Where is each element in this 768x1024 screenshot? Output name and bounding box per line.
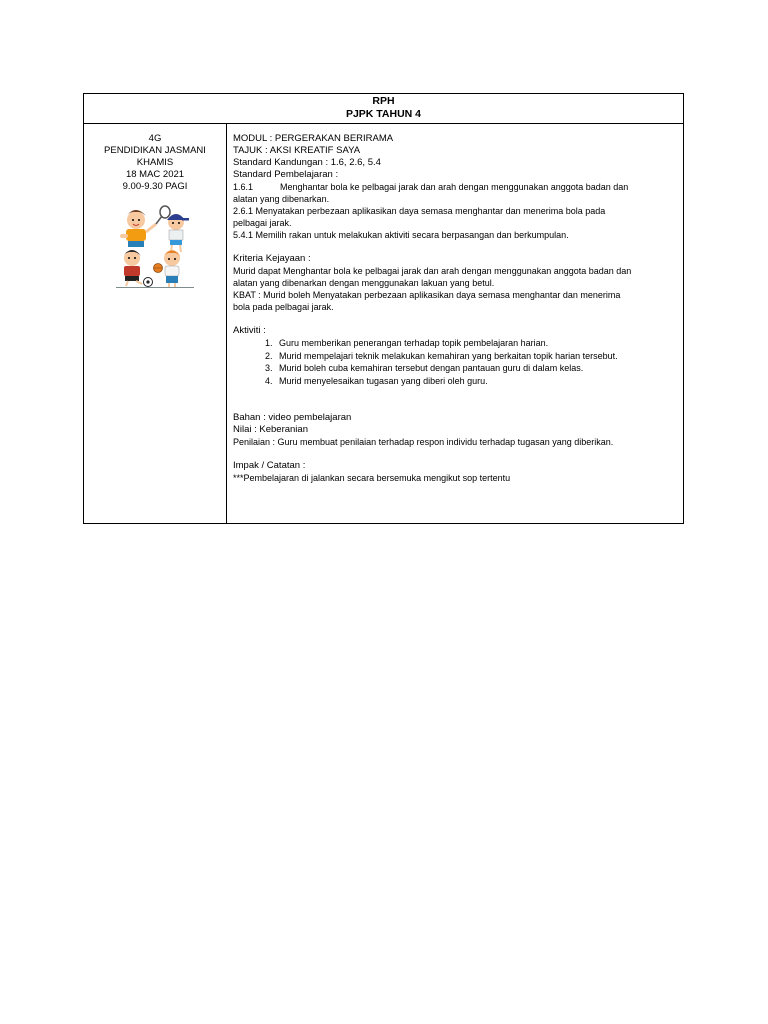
kid-racket-figure <box>120 206 170 247</box>
penilaian-line: Penilaian : Guru membuat penilaian terhadap respon individu terhadap tugasan yang diberikan. <box>233 436 614 447</box>
kbat-line-1: KBAT : Murid boleh Menyatakan perbezaan aplikasikan daya semasa menghantar dan menerima <box>233 290 621 300</box>
list-item: 2. Murid mempelajari teknik melakukan kemahiran yang berkaitan topik harian tersebut. <box>265 350 618 361</box>
sp1-line <box>233 181 677 193</box>
list-item: 3. Murid boleh cuba kemahiran tersebut dengan pantauan guru di dalam kelas. <box>265 363 584 374</box>
kriteria-label: Kriteria Kejayaan : <box>233 253 311 264</box>
doc-subtitle: PJPK TAHUN 4 <box>345 108 422 120</box>
kid-soccer-figure <box>123 250 153 287</box>
sp1-text: Menghantar bola ke pelbagai jarak dan arah dengan menggunakan anggota badan dan <box>280 182 629 192</box>
subject-name: PENDIDIKAN JASMANI <box>104 145 206 156</box>
kriteria-line-1: Murid dapat Menghantar bola ke pelbagai jarak dan arah dengan menggunakan anggota badan dan <box>233 266 632 276</box>
lesson-plan-table <box>83 93 684 524</box>
aktiviti-label: Aktiviti : <box>233 325 266 336</box>
list-item: 4. Murid menyelesaikan tugasan yang diberi oleh guru. <box>265 376 488 387</box>
doc-title: RPH <box>372 95 395 107</box>
kbat-line-2: bola pada pelbagai jarak. <box>233 302 334 312</box>
day-name: KHAMIS <box>136 157 174 168</box>
sp1-code: 1.6.1 <box>233 182 254 192</box>
class-name: 4G <box>148 133 162 144</box>
standard-pembelajaran-label: Standard Pembelajaran : <box>233 169 339 180</box>
impak-note: ***Pembelajaran di jalankan secara bersemuka mengikut sop tertentu <box>233 472 511 483</box>
standard-kandungan-line: Standard Kandungan : 1.6, 2.6, 5.4 <box>233 157 381 168</box>
content-row <box>84 124 683 523</box>
lesson-time: 9.00-9.30 PAGI <box>122 181 188 192</box>
kids-playing-sports-illustration <box>114 202 196 288</box>
nilai-line: Nilai : Keberanian <box>233 423 308 435</box>
kid-basketball-figure <box>154 250 182 287</box>
modul-line: MODUL : PERGERAKAN BERIRAMA <box>233 133 394 144</box>
sp1-line-2: alatan yang dibenarkan. <box>233 194 330 204</box>
table-header <box>84 94 683 124</box>
class-info-cell <box>84 124 227 523</box>
bahan-line: Bahan : video pembelajaran <box>233 411 352 423</box>
sp3-line: 5.4.1 Memilih rakan untuk melakukan aktiviti secara berpasangan dan berkumpulan. <box>233 230 569 240</box>
sp2-line-2: pelbagai jarak. <box>233 218 292 228</box>
aktiviti-list <box>233 337 677 388</box>
lesson-date: 18 MAC 2021 <box>125 169 185 180</box>
impak-label: Impak / Catatan : <box>233 459 306 471</box>
sp2-line-1: 2.6.1 Menyatakan perbezaan aplikasikan daya semasa menghantar dan menerima bola pada <box>233 206 606 216</box>
kriteria-line-2: alatan yang dibenarkan dengan menggunakan lakuan yang betul. <box>233 278 495 288</box>
tajuk-line: TAJUK : AKSI KREATIF SAYA <box>233 145 361 156</box>
lesson-details-cell <box>227 124 683 523</box>
list-item: 1. Guru memberikan penerangan terhadap topik pembelajaran harian. <box>265 338 549 348</box>
kid-cap-figure <box>167 214 189 252</box>
